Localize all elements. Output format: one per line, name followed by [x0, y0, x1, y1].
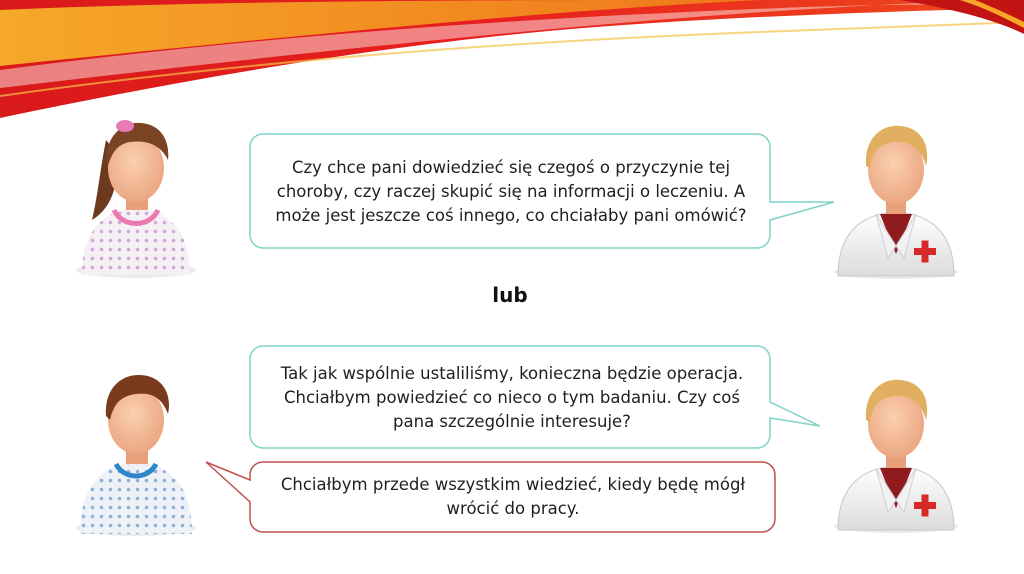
- doctor-question-1: Czy chce pani dowiedzieć się czegoś o przyczynie tej choroby, czy raczej skupić się na informacji o leczeniu. A może jest jeszcze coś innego, co chciałaby pani omówić?: [275, 158, 747, 225]
- doctor-question-2: Tak jak wspólnie ustaliliśmy, konieczna będzie operacja. Chciałbym powiedzieć co nieco o tym badaniu. Czy coś pana szczególnie interesuje?: [280, 364, 744, 431]
- patient-answer: Chciałbym przede wszystkim wiedzieć, kiedy będę mógł wrócić do pracy.: [280, 475, 746, 518]
- doctor-icon: [826, 372, 966, 534]
- doctor-icon: [826, 118, 966, 280]
- separator-text: lub: [492, 283, 528, 307]
- female-patient-icon: [70, 110, 200, 280]
- male-patient-icon: [70, 368, 200, 538]
